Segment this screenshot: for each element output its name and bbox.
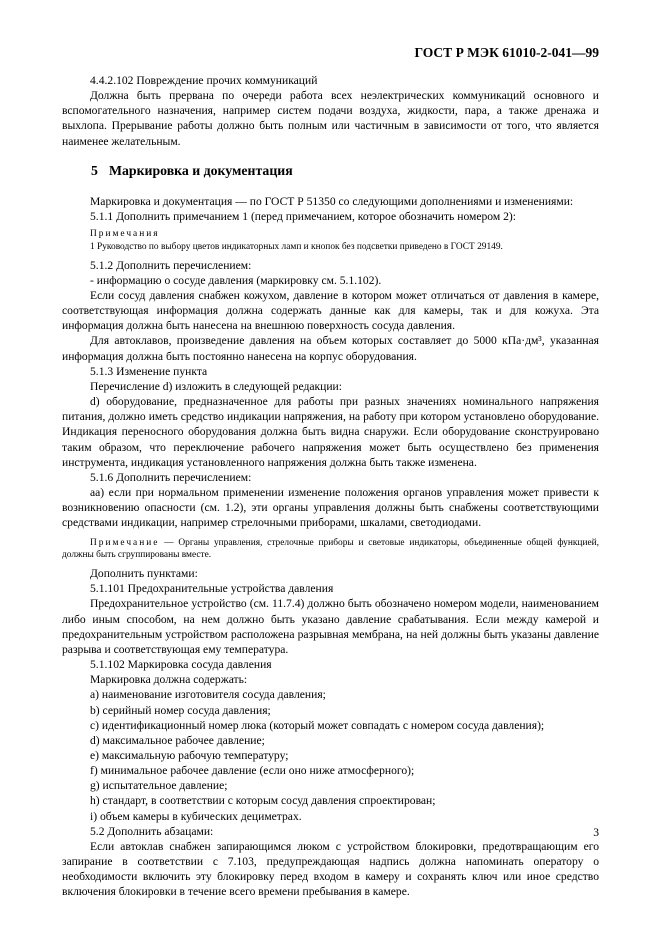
document-header: ГОСТ Р МЭК 61010-2-041—99 bbox=[414, 45, 599, 60]
section-title: Маркировка и документация bbox=[109, 162, 293, 178]
document-body bbox=[62, 73, 599, 900]
clause-5-1-101-text: Предохранительное устройство (см. 11.7.4) должно быть обозначено номером модели, наименованием либо иным способом, на нем должно быть указано давление срабатывания. Если между камерой и предохранительным устройством расположена разрывная мембрана, на ней должны быть указаны давление разрыва и соответствующая ему температура. bbox=[62, 597, 599, 656]
section-number: 5 bbox=[91, 162, 98, 178]
clause-5-1-1-title: 5.1.1 Дополнить примечанием 1 (перед примечанием, которое обозначить номером 2): bbox=[90, 209, 516, 223]
clause-5-1-102-intro: Маркировка должна содержать: bbox=[90, 673, 248, 687]
clause-5-1-2-paragraph-2: Для автоклавов, произведение давления на объем которых составляет до 5000 кПа·дм³, указанная информация должна быть постоянно нанесена на корпус оборудования. bbox=[62, 334, 599, 363]
clause-5-1-2-item: - информацию о сосуде давления (маркировку см. 5.1.102). bbox=[90, 273, 382, 287]
clause-5-1-6-title: 5.1.6 Дополнить перечислением: bbox=[90, 470, 252, 484]
clause-4-4-2-102-title: 4.4.2.102 Повреждение прочих коммуникаций bbox=[90, 74, 318, 87]
section-5-heading bbox=[91, 162, 599, 180]
clause-5-1-2-paragraph-1: Если сосуд давления снабжен кожухом, давление в котором может отличаться от давления в камере, соответствующая информация должна содержать данные как для камеры, так и для кожуха. Эта информация должна быть нанесена на внешнюю поверхность сосуда давления. bbox=[62, 289, 599, 333]
note-1: 1 Руководство по выбору цветов индикаторных ламп и кнопок без подсветки приведено в ГОСТ 29149. bbox=[90, 241, 503, 252]
clause-5-1-3-item-d: d) оборудование, предназначенное для работы при разных значениях номинального напряжения питания, должно иметь средство индикации напряжения, на работу при котором установлено оборудование. Индикация переносного оборудования должна быть видна снаружи. Если оборудование сконструировано таким образом, что переключение рабочего напряжения может быть осуществлено без применения инструмента, индикация установленного напряжения должна быть также изменена. bbox=[62, 395, 599, 469]
list-item: h) стандарт, в соответствии с которым сосуд давления спроектирован; bbox=[90, 794, 436, 808]
list-item: e) максимальную рабочую температуру; bbox=[90, 748, 289, 762]
list-item: a) наименование изготовителя сосуда давления; bbox=[90, 688, 326, 702]
clause-5-1-6-item-aa: аа) если при нормальном применении изменение положения органов управления может привести к возникновению опасности (см. 1.2), эти органы управления должны быть снабжены соответствующими средствами индикации, например стрелочными приборами, шкалами, светодиодами. bbox=[62, 486, 599, 530]
clause-5-1-101-title: 5.1.101 Предохранительные устройства давления bbox=[90, 582, 334, 596]
clause-5-1-6-note bbox=[62, 537, 599, 563]
clause-5-1-2-title: 5.1.2 Дополнить перечислением: bbox=[90, 258, 252, 272]
list-item: g) испытательное давление; bbox=[90, 779, 228, 793]
list-item: d) максимальное рабочее давление; bbox=[90, 733, 265, 747]
notes-label: Примечания bbox=[90, 229, 160, 240]
page-number: 3 bbox=[593, 826, 599, 839]
clause-5-1-3-subtitle: Перечисление d) изложить в следующей редакции: bbox=[90, 379, 342, 393]
add-points-line: Дополнить пунктами: bbox=[90, 567, 198, 581]
section-5-intro: Маркировка и документация — по ГОСТ Р 51350 со следующими дополнениями и изменениями: bbox=[90, 194, 574, 208]
list-item: b) серийный номер сосуда давления; bbox=[90, 703, 271, 717]
clause-5-2-title: 5.2 Дополнить абзацами: bbox=[90, 824, 214, 838]
clause-5-1-102-title: 5.1.102 Маркировка сосуда давления bbox=[90, 658, 272, 672]
clause-5-2-text: Если автоклав снабжен запирающимся люком с устройством блокировки, предотвращающим его запирание в соответствии с 7.103, предупреждающая надпись должна напоминать оператору о необходимости включить эту блокировку перед входом в камеру и сохранять ключ или иное средство включения блокировки в течение всего времени пребывания в камере. bbox=[62, 839, 599, 899]
list-item: c) идентификационный номер люка (который может совпадать с номером сосуда давления); bbox=[90, 718, 545, 732]
clause-4-4-2-102-text: Должна быть прервана по очереди работа всех неэлектрических коммуникаций основного и вспомогательного назначения, например систем подачи воздуха, жидкости, пара, а также дренажа и выхлопа. Прерывание работы должно быть полным или частичным в зависимости от того, что является наименее желательным. bbox=[62, 89, 599, 148]
list-item: f) минимальное рабочее давление (если оно ниже атмосферного); bbox=[90, 764, 415, 778]
note-label: Примечание bbox=[90, 537, 160, 548]
list-item: i) объем камеры в кубических дециметрах. bbox=[90, 809, 302, 823]
clause-5-1-3-title: 5.1.3 Изменение пункта bbox=[90, 364, 208, 378]
note-text: — Органы управления, стрелочные приборы и световые индикаторы, объединенные общей функцией, должны быть сгруппированы вместе. bbox=[62, 537, 599, 561]
